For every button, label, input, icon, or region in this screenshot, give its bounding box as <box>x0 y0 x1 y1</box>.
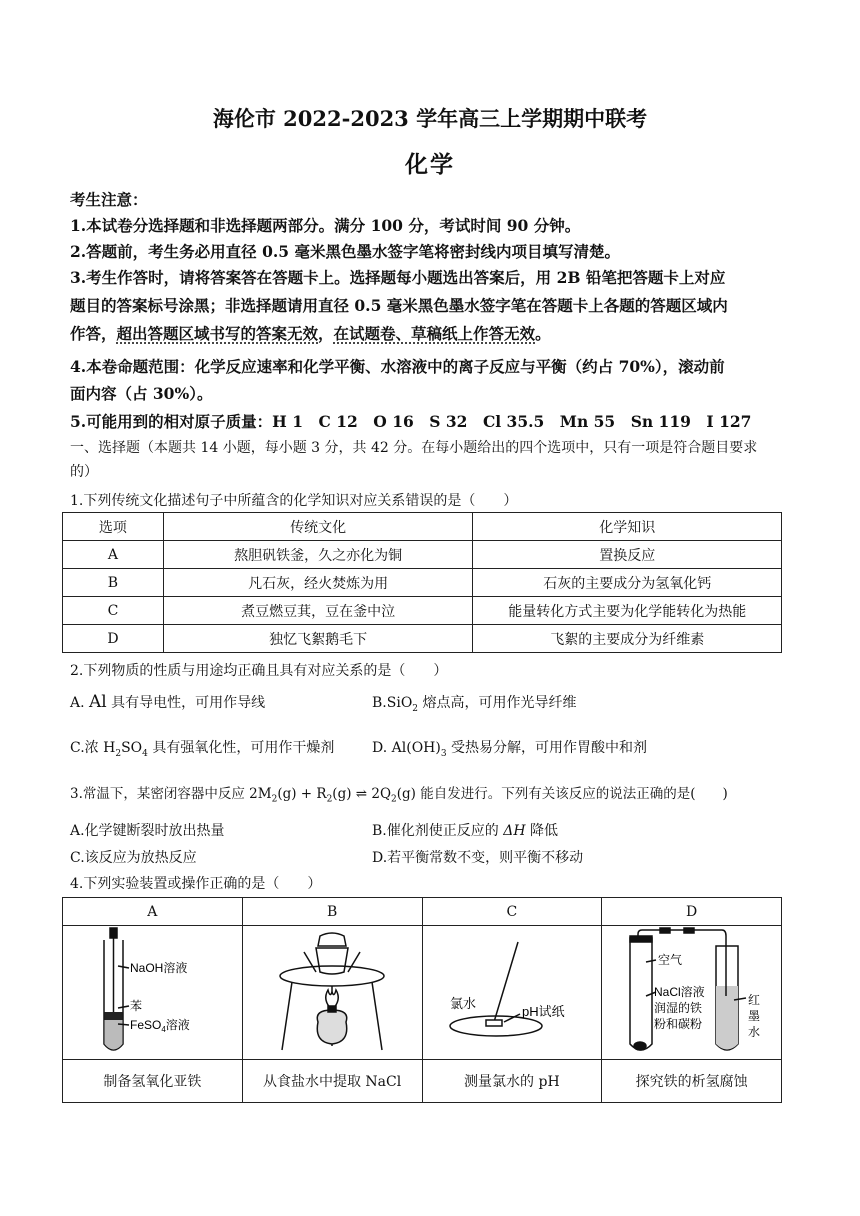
figure-d-label-ink: 墨 <box>748 1009 761 1023</box>
notice-text: ， <box>318 324 334 343</box>
caption-cell: 测量氯水的 pH <box>422 1060 602 1103</box>
table-cell: 能量转化方式主要为化学能转化为热能 <box>473 597 782 625</box>
figure-a-label-text: 溶液 <box>165 1018 190 1032</box>
table-cell: 石灰的主要成分为氢氧化钙 <box>473 569 782 597</box>
table-header-row <box>63 898 782 926</box>
notice-text: 作答， <box>70 324 117 343</box>
option-text: B.催化剂使正反应的 <box>372 823 504 839</box>
section-heading-line2: 的） <box>70 464 98 480</box>
q3-stem <box>70 782 728 805</box>
notice-heading: 考生注意： <box>70 190 148 209</box>
notice-item-1: 1.本试卷分选择题和非选择题两部分。满分 100 分，考试时间 90 分钟。 <box>70 216 581 235</box>
evaporating-dish-icon <box>316 948 348 974</box>
ph-paper-icon <box>486 1020 502 1026</box>
notice-item-3-line2: 题目的答案标号涂黑；非选择题请用直径 0.5 毫米黑色墨水签字笔在答题卡上各题的答题区域内 <box>70 296 728 315</box>
exam-title: 海伦市 2022-2023 学年高三上学期期中联考 <box>212 106 648 131</box>
stem-text: 3.常温下，某密闭容器中反应 <box>70 786 250 802</box>
figure-a-label-benzene: 苯 <box>130 999 143 1013</box>
notice-item-4-line1: 4.本卷命题范围：化学反应速率和化学平衡、水溶液中的离子反应与平衡（约占 70%），滚动前 <box>70 357 725 376</box>
leader-line <box>118 1006 129 1008</box>
table-cell: 熬胆矾铁釜，久之亦化为铜 <box>163 541 473 569</box>
funnel-cover-icon <box>318 933 346 946</box>
option-label: C.浓 <box>70 740 104 756</box>
figure-d-label-iron: 润湿的铁 <box>654 1001 703 1015</box>
figure-d-label-carbon: 粉和碳粉 <box>654 1017 703 1031</box>
q1-stem: 1.下列传统文化描述句子中所蕴含的化学知识对应关系错误的是（ ） <box>70 493 518 509</box>
chem-subscript: 4 <box>142 748 148 759</box>
emphasis-text: 超出答题区域书写的答案无效 <box>116 324 319 343</box>
tripod-leg-icon <box>372 982 382 1050</box>
chem-formula: Al <box>89 692 107 712</box>
lamp-wick-icon <box>328 1006 336 1012</box>
q2-option-c <box>70 737 334 759</box>
red-ink-icon <box>716 986 738 1050</box>
chem-formula: SiO <box>386 695 413 711</box>
caption-cell: 制备氢氧化亚铁 <box>63 1060 243 1103</box>
caption-row <box>63 1060 782 1103</box>
table-cell: 凡石灰，经火焚炼为用 <box>163 569 473 597</box>
table-cell: A <box>63 541 164 569</box>
glass-rod-icon <box>494 942 518 1022</box>
q3-option-b <box>372 820 558 840</box>
figure-a-label-text: FeSO <box>130 1018 162 1032</box>
q3-option-d: D.若平衡常数不变，则平衡不移动 <box>372 850 584 866</box>
q1-table <box>62 512 782 653</box>
figure-b-evaporation <box>242 926 422 1060</box>
chem-formula: H <box>103 740 116 756</box>
chem-subscript: 2 <box>115 748 122 759</box>
table-cell: 独忆飞絮鹅毛下 <box>163 625 473 653</box>
table-cell: C <box>63 597 164 625</box>
table-header-cell: 选项 <box>63 513 164 541</box>
table-cell: 置换反应 <box>473 541 782 569</box>
dropper-bulb-icon <box>110 928 117 938</box>
chem-equation: (g) + R <box>277 786 327 802</box>
caption-cell: 从食盐水中提取 NaCl <box>242 1060 422 1103</box>
table-cell: 煮豆燃豆萁，豆在釜中泣 <box>163 597 473 625</box>
chem-equation: (g) ⇌ 2Q <box>332 786 392 802</box>
caption-cell: 探究铁的析氢腐蚀 <box>602 1060 782 1103</box>
chem-equation: (g) <box>396 786 416 802</box>
figure-d-label-air: 空气 <box>658 953 683 967</box>
alcohol-lamp-icon <box>317 1010 346 1044</box>
option-label: B. <box>372 695 387 711</box>
q4-stem: 4.下列实验装置或操作正确的是（ ） <box>70 876 322 892</box>
chem-formula: Al(OH) <box>391 740 441 756</box>
table-cell: 飞絮的主要成分为纤维素 <box>473 625 782 653</box>
tube-joint-icon <box>684 928 694 933</box>
q2-option-a <box>70 692 265 712</box>
notice-text: 。 <box>535 324 551 343</box>
table-row <box>63 625 782 653</box>
figure-d-label-red: 红 <box>748 993 761 1007</box>
chem-subscript: 2 <box>326 794 333 805</box>
clamp-icon <box>348 952 360 972</box>
q3-option-a: A.化学键断裂时放出热量 <box>70 823 225 839</box>
benzene-layer-icon <box>105 1012 123 1020</box>
notice-item-3-line3 <box>70 322 800 344</box>
clamp-icon <box>304 952 316 972</box>
stem-text: 能自发进行。下列有关该反应的说法正确的是( ) <box>415 786 728 802</box>
chem-subscript: 2 <box>412 703 419 714</box>
figure-a-test-tube <box>62 926 242 1060</box>
figure-c-ph-test <box>422 926 602 1060</box>
table-header-cell: A <box>63 898 243 926</box>
table-header-cell: C <box>422 898 602 926</box>
chem-subscript: 3 <box>440 748 447 759</box>
leader-line <box>118 966 129 968</box>
option-text: 熔点高，可用作光导纤维 <box>418 695 577 711</box>
table-header-cell: D <box>602 898 782 926</box>
figure-a-label-naoh: NaOH溶液 <box>130 961 188 975</box>
tube-joint-icon <box>660 928 670 933</box>
chem-equation: 2M <box>249 786 272 802</box>
subject-title: 化学 <box>405 151 455 178</box>
emphasis-text: 在试题卷、草稿纸上作答无效 <box>333 324 536 343</box>
figure-d-label-water: 水 <box>748 1025 761 1039</box>
option-label: D. <box>372 740 392 756</box>
notice-item-3-line1: 3.考生作答时，请将答案答在答题卡上。选择题每小题选出答案后，用 2B 铅笔把答题卡上对应 <box>70 268 726 287</box>
q2-option-b <box>372 692 576 714</box>
stopper-icon <box>630 936 652 942</box>
chem-subscript: 2 <box>391 794 397 805</box>
leader-line <box>504 1014 520 1022</box>
table-cell: B <box>63 569 164 597</box>
figure-a-label-sub: 4 <box>161 1025 166 1034</box>
q2-option-d <box>372 737 647 759</box>
figure-a-label-feso4 <box>130 1017 190 1034</box>
option-text: 具有导电性，可用作导线 <box>106 695 266 711</box>
table-header-cell: B <box>242 898 422 926</box>
section-heading-line1: 一、选择题（本题共 14 小题，每小题 3 分，共 42 分。在每小题给出的四个选项中，只有一项是符合题目要求 <box>70 440 758 456</box>
chem-formula: SO <box>121 740 143 756</box>
option-text: 受热易分解，可用作胃酸中和剂 <box>446 740 648 756</box>
figure-c-label-chlorine-water: 氯水 <box>450 996 477 1011</box>
table-cell: D <box>63 625 164 653</box>
chem-subscript: 2 <box>271 794 278 805</box>
table-header-cell: 传统文化 <box>163 513 473 541</box>
figure-d-corrosion <box>602 926 782 1060</box>
delta-h-symbol: ΔH <box>503 823 526 839</box>
iron-carbon-powder-icon <box>634 1042 646 1050</box>
option-text: 具有强氧化性，可用作干燥剂 <box>147 740 335 756</box>
table-row <box>63 541 782 569</box>
option-text: 降低 <box>525 823 558 839</box>
figure-d-label-nacl: NaCl溶液 <box>654 985 705 999</box>
notice-item-4-line2: 面内容（占 30%）。 <box>70 384 213 403</box>
table-header-cell: 化学知识 <box>473 513 782 541</box>
notice-item-2: 2.答题前，考生务必用直径 0.5 毫米黑色墨水签字笔将密封线内项目填写清楚。 <box>70 242 620 261</box>
left-test-tube-icon <box>630 938 652 1050</box>
q3-option-c: C.该反应为放热反应 <box>70 850 197 866</box>
tripod-leg-icon <box>282 982 292 1050</box>
table-header-row <box>63 513 782 541</box>
table-row <box>63 569 782 597</box>
notice-item-5: 5.可能用到的相对原子质量：H 1 C 12 O 16 S 32 Cl 35.5 Mn 55 Sn 119 I 127 <box>70 412 752 431</box>
table-row <box>63 597 782 625</box>
option-label: A. <box>70 695 90 711</box>
figure-c-label-ph-paper: pH试纸 <box>522 1004 565 1019</box>
q2-stem: 2.下列物质的性质与用途均正确且具有对应关系的是（ ） <box>70 663 448 679</box>
leader-line <box>118 1024 129 1025</box>
